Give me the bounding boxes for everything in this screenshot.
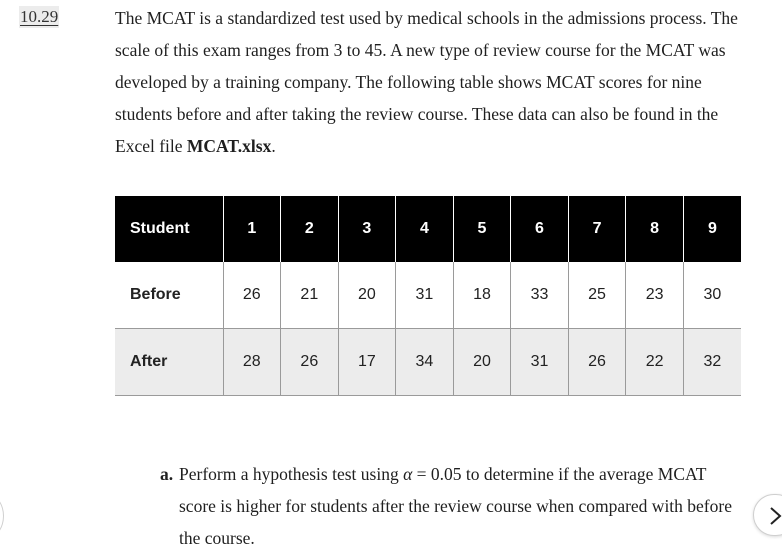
header-student-3: 3 bbox=[338, 196, 396, 262]
header-student-9: 9 bbox=[683, 196, 741, 262]
after-score-6: 31 bbox=[511, 329, 569, 396]
header-student: Student bbox=[115, 196, 223, 262]
before-score-3: 20 bbox=[338, 262, 396, 329]
row-label-before: Before bbox=[115, 262, 223, 329]
before-score-5: 18 bbox=[453, 262, 511, 329]
before-score-6: 33 bbox=[511, 262, 569, 329]
after-score-1: 28 bbox=[223, 329, 281, 396]
problem-number: 10.29 bbox=[20, 7, 59, 26]
header-student-4: 4 bbox=[396, 196, 454, 262]
before-score-9: 30 bbox=[683, 262, 741, 329]
part-a-text-before: Perform a hypothesis test using bbox=[179, 464, 404, 484]
after-score-5: 20 bbox=[453, 329, 511, 396]
part-a bbox=[160, 458, 740, 554]
after-score-2: 26 bbox=[281, 329, 339, 396]
header-student-1: 1 bbox=[223, 196, 281, 262]
alpha-value: = 0.05 bbox=[412, 464, 462, 484]
before-score-8: 23 bbox=[626, 262, 684, 329]
part-a-text bbox=[179, 458, 740, 554]
header-student-2: 2 bbox=[281, 196, 339, 262]
table-row-after bbox=[115, 329, 741, 396]
intro-text: The MCAT is a standardized test used by medical schools in the admissions process. The scale of this exam ranges from 3 to 45. A new type of review course for the MCAT was developed by a training company. The following table shows MCAT scores for nine students before and after taking the review course. These data can also be found in the Excel file bbox=[115, 8, 738, 156]
before-score-1: 26 bbox=[223, 262, 281, 329]
intro-end: . bbox=[271, 136, 276, 156]
header-student-5: 5 bbox=[453, 196, 511, 262]
previous-page-button[interactable] bbox=[0, 494, 4, 538]
mcat-scores-table bbox=[115, 196, 741, 396]
table-row-before bbox=[115, 262, 741, 329]
chevron-right-icon bbox=[766, 506, 782, 526]
before-score-7: 25 bbox=[568, 262, 626, 329]
table-header-row bbox=[115, 196, 741, 262]
header-student-6: 6 bbox=[511, 196, 569, 262]
after-score-9: 32 bbox=[683, 329, 741, 396]
part-a-text-after: to determine if the average MCAT score is higher for students after the review course when compared with before the course. bbox=[179, 464, 732, 548]
before-score-4: 31 bbox=[396, 262, 454, 329]
after-score-3: 17 bbox=[338, 329, 396, 396]
header-student-7: 7 bbox=[568, 196, 626, 262]
part-a-label: a. bbox=[160, 464, 174, 484]
before-score-2: 21 bbox=[281, 262, 339, 329]
alpha-symbol: α bbox=[403, 464, 413, 484]
after-score-7: 26 bbox=[568, 329, 626, 396]
problem-intro bbox=[115, 2, 745, 162]
excel-file-name: MCAT.xlsx bbox=[186, 136, 272, 156]
row-label-after: After bbox=[115, 329, 223, 396]
after-score-8: 22 bbox=[626, 329, 684, 396]
next-page-button[interactable] bbox=[753, 494, 782, 536]
header-student-8: 8 bbox=[626, 196, 684, 262]
after-score-4: 34 bbox=[396, 329, 454, 396]
